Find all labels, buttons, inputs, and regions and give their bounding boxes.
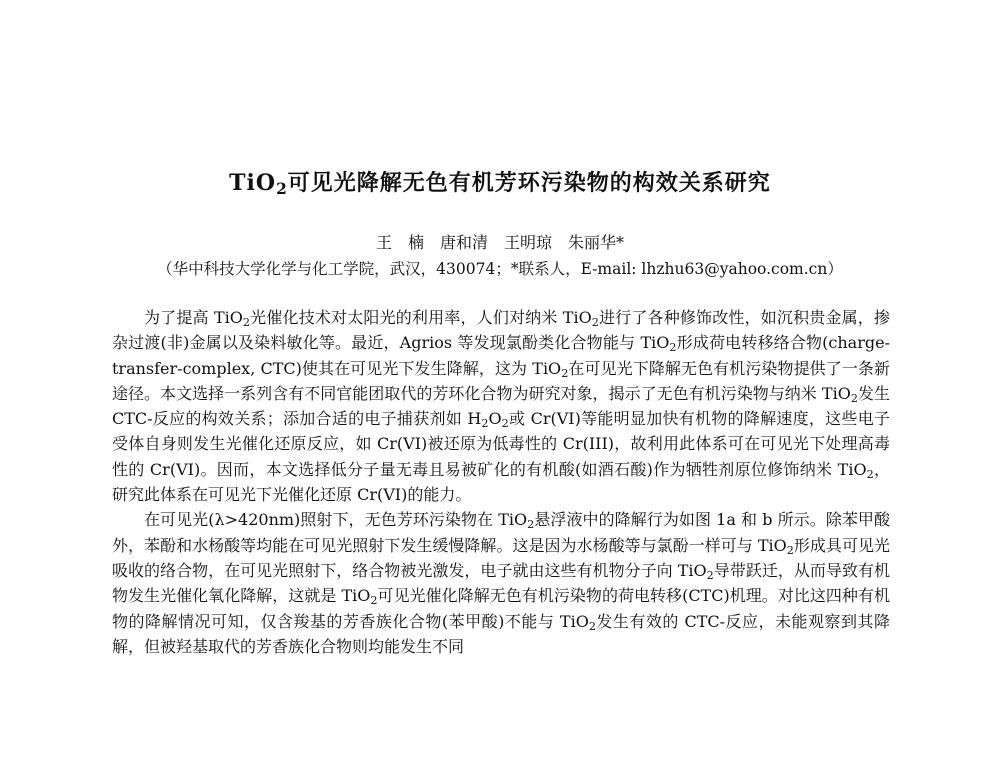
title-text-pre: TiO [229,170,277,196]
paragraph-2: 在可见光(λ>420nm)照射下，无色芳环污染物在 TiO$_2$悬浮液中的降解行为如图 1a 和 b 所示。除苯甲酸外，苯酚和水杨酸等均能在可见光照射下发生缓慢降解。这是因为水杨酸等与氯酚一样可与 TiO$_2$形成具可见光吸收的络合物，在可见光照射下，络合物被光激发，电子就由这些有机物分子向 TiO$_2$导带跃迁，从而导致有机物发生光催化氧化降解，这就是 TiO$_2$可见光催化降解无色有机污染物的荷电转移(CTC)机理。对比这四种有机物的降解情况可知，仅含羧基的芳香族化合物(苯甲酸)不能与 TiO$_2$发生有效的 CTC-反应，未能观察到其降解，但被羟基取代的芳香族化合物则均能发生不同 [112,510,890,656]
paper-body [112,305,890,659]
author-list: 王 楠 唐和清 王明琼 朱丽华* [375,233,624,252]
paper-title [0,166,1000,197]
title-subscript: 2 [276,179,288,198]
title-text-post: 可见光降解无色有机芳环污染物的构效关系研究 [287,170,771,196]
affiliation: （华中科技大学化学与化工学院，武汉，430074；*联系人，E-mail: lhzhu63@yahoo.com.cn） [157,260,843,278]
paragraph-1: 为了提高 TiO$_2$光催化技术对太阳光的利用率，人们对纳米 TiO$_2$进行了各种修饰改性，如沉积贵金属，掺杂过渡(非)金属以及染料敏化等。最近，Agrios 等发现氯酚类化合物能与 TiO$_2$形成荷电转移络合物(charge-transfer-complex, CTC)使其在可见光下发生降解，这为 TiO$_2$在可见光下降解无色有机污染物提供了一条新途径。本文选择一系列含有不同官能团取代的芳环化合物为研究对象，揭示了无色有机污染物与纳米 TiO$_2$发生 CTC-反应的构效关系；添加合适的电子捕获剂如 $H_2O_2$或 Cr(VI)等能明显加快有机物的降解速度，这些电子受体自身则发生光催化还原反应，如 Cr(VI)被还原为低毒性的 Cr(III)，故利用此体系可在可见光下处理高毒性的 Cr(VI)。因而，本文选择低分子量无毒且易被矿化的有机酸(如酒石酸)作为牺牲剂原位修饰纳米 TiO$_2$，研究此体系在可见光下光催化还原 Cr(VI)的能力。 [112,308,890,505]
